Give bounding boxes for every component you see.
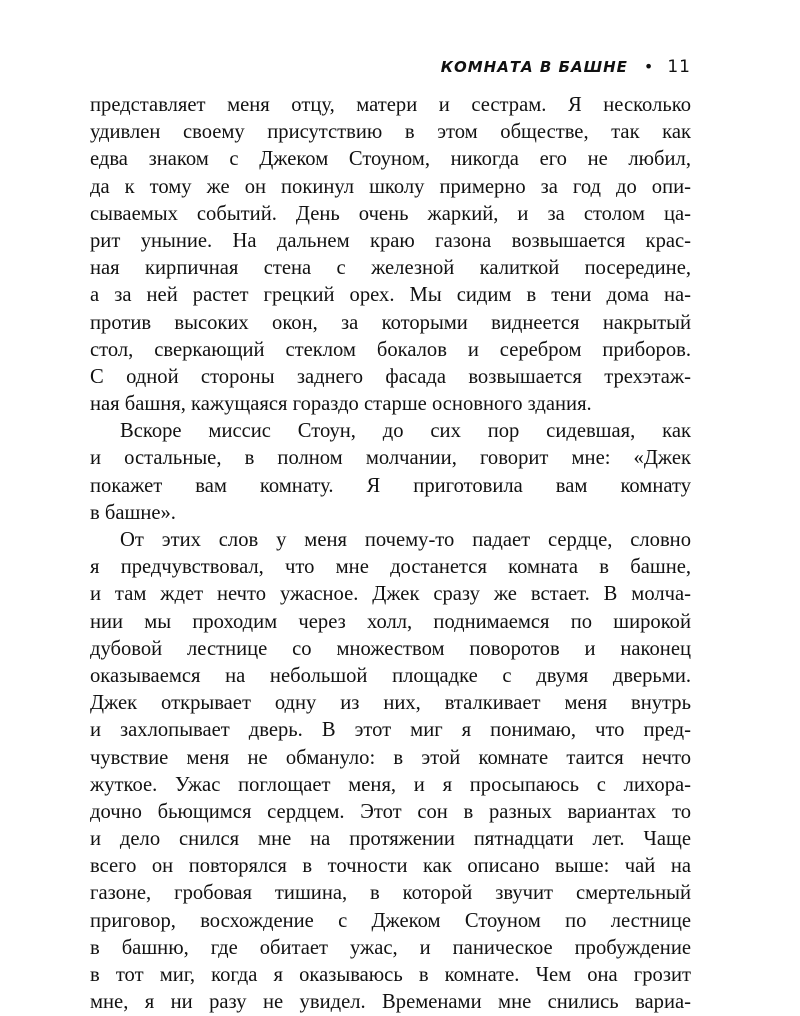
text-line: дочно бьющимся сердцем. Этот сон в разных вариантах то xyxy=(90,800,691,823)
text-line: против высоких окон, за которыми виднеется накрытый xyxy=(90,311,691,334)
text-line: Джек открывает одну из них, вталкивает меня внутрь xyxy=(90,692,691,715)
text-line: и дело снился мне на протяжении пятнадцати лет. Чаще xyxy=(90,828,691,851)
text-line: ная кирпичная стена с железной калиткой посередине, xyxy=(90,257,691,280)
text-line: мне, я ни разу не увидел. Временами мне снились вариа- xyxy=(90,991,691,1014)
text-line: стол, сверкающий стеклом бокалов и серебром приборов. xyxy=(90,338,691,361)
running-head-bullet: • xyxy=(643,57,654,76)
text-line: в башню, где обитает ужас, и паническое пробуждение xyxy=(90,936,691,959)
text-line: газоне, гробовая тишина, в которой звучит смертельный xyxy=(90,882,691,905)
text-line: и захлопывает дверь. В этот миг я понимаю, что пред- xyxy=(90,719,691,742)
text-line: рит уныние. На дальнем краю газона возвышается крас- xyxy=(90,229,691,252)
text-line: представляет меня отцу, матери и сестрам. Я несколько xyxy=(90,94,691,116)
page-number: 11 xyxy=(667,57,691,77)
text-line: в башне». xyxy=(90,501,176,524)
paragraph-first-line: Вскоре миссис Стоун, до сих пор сидевшая, как xyxy=(120,420,691,443)
text-line: оказываемся на небольшой площадке с двумя дверьми. xyxy=(90,664,691,687)
text-line: в тот миг, когда я оказываюсь в комнате. Чем она грозит xyxy=(90,964,691,986)
text-line: да к тому же он покинул школу примерно за год до опи- xyxy=(90,175,691,198)
text-line: всего он повторялся в точности как описано выше: чай на xyxy=(90,855,691,878)
text-line: дубовой лестнице со множеством поворотов и наконец xyxy=(90,637,691,660)
text-line: чувствие меня не обмануло: в этой комнате таится нечто xyxy=(90,746,691,769)
text-line: едва знаком с Джеком Стоуном, никогда его не любил, xyxy=(90,148,691,171)
text-line: и там ждет нечто ужасное. Джек сразу же встает. В молча- xyxy=(90,583,691,606)
paragraph-first-line: От этих слов у меня почему-то падает сердце, словно xyxy=(120,529,691,551)
text-line: нии мы проходим через холл, поднимаемся по широкой xyxy=(90,610,691,633)
running-head xyxy=(90,56,691,78)
text-line: а за ней растет грецкий орех. Мы сидим в тени дома на- xyxy=(90,284,691,307)
text-line: приговор, восхождение с Джеком Стоуном по лестнице xyxy=(90,909,691,932)
text-line: удивлен своему присутствию в этом обществе, так как xyxy=(90,121,691,144)
text-line: покажет вам комнату. Я приготовила вам комнату xyxy=(90,474,691,497)
running-head-title: КОМНАТА В БАШНЕ xyxy=(440,58,628,76)
text-line: сываемых событий. День очень жаркий, и за столом ца- xyxy=(90,202,691,225)
text-line: я предчувствовал, что мне достанется комната в башне, xyxy=(90,556,691,579)
text-line: ная башня, кажущаяся гораздо старше основного здания. xyxy=(90,393,592,416)
text-line: С одной стороны заднего фасада возвышается трехэтаж- xyxy=(90,365,691,388)
text-line: жуткое. Ужас поглощает меня, и я просыпаюсь с лихора- xyxy=(90,773,691,796)
text-line: и остальные, в полном молчании, говорит мне: «Джек xyxy=(90,447,691,470)
body-text xyxy=(90,92,691,1016)
